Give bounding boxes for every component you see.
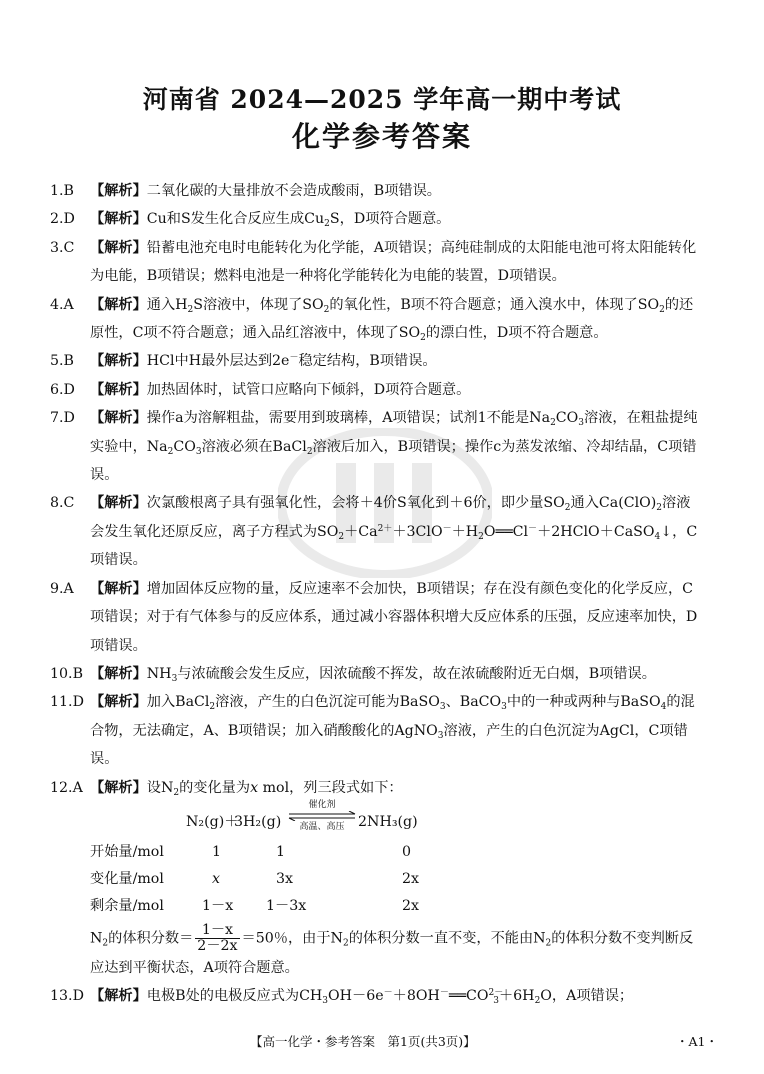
page-footer: 【高一化学・参考答案 第1页(共3页)】: [250, 1034, 476, 1049]
answer-item-1: 1.B 【解析】二氧化碳的大量排放不会造成酸雨，B项错误。: [50, 183, 441, 199]
answer-item-10: 10.B 【解析】$NH_3$与浓硫酸会发生反应，因浓硫酸不挥发，故在浓硫酸附近无白烟，B项错误。: [50, 665, 656, 684]
answer-item-3: 3.C 【解析】铅蓄电池充电时电能转化为化学能，A项错误；高纯硅制成的太阳能电池可将太阳能转化为电能，B项错误；燃料电池是一种将化学能转化为电能的装置，D项错误。: [50, 239, 697, 285]
answer-item-11: 11.D 【解析】加入BaCl$_2$溶液，产生的白色沉淀可能为BaSO$_3$、BaCO$_3$中的一种或两种与BaSO$_4$的混合物，无法确定，A、B项错误；加入硝酸酸化的AgNO$_3$溶液，产生的白色沉淀为AgCl，C项错误。: [50, 694, 695, 768]
answer-item-12: 12.A 【解析】设$N_2$的变化量为x mol，列三段式如下： N₂(g)＋ 3H₂(g) 催化剂 高温、高压 2NH₃(g) 开始量/mol 1 1 0 变化量/mol x 3x 2x 剩余量/mol 1－x 1－3x 2x $N_2$的体积分数＝ $\frac{1-x}{2-2x}$ ＝50％，由于$N_2$的体积分数一直不变，不能由$N_2$的体积分数不变判断反应达到平衡状态，A项符合题意。: [50, 774, 700, 983]
answer-item-2: 2.D 【解析】Cu和S发生化合反应生成$Cu_2S$，D项符合题意。: [50, 211, 451, 230]
fraction: $\frac{1-x}{2-2x}$: [197, 921, 238, 954]
reversible-arrow: 催化剂 高温、高压: [287, 804, 357, 834]
answer-item-13: 13.D 【解析】电极B处的电极反应式为$CH_3OH-6e^-+8OH^-══CO^{2-}_3+6H_2O$，A项错误；: [50, 988, 634, 1007]
table-row: 剩余量/mol 1－x 1－3x 2x: [90, 897, 420, 914]
answer-item-7: 7.D 【解析】操作a为溶解粗盐，需要用到玻璃棒，A项错误；试剂1不能是$Na_2CO_3$溶液，在粗盐提纯实验中，$Na_2CO_3$溶液必须在BaCl$_2$溶液后加入，B项错误；操作c为蒸发浓缩、冷却结晶，C项错误。: [50, 410, 698, 484]
reaction-equation: N₂(g)＋ 3H₂(g) 催化剂 高温、高压 2NH₃(g): [186, 799, 418, 832]
answer-item-6: 6.D 【解析】加热固体时，试管口应略向下倾斜，D项符合题意。: [50, 381, 471, 398]
three-step-table: [90, 838, 700, 919]
answer-item-9: 9.A 【解析】增加固体反应物的量，反应速率不会加快，B项错误；存在没有颜色变化的化学反应，C项错误；对于有气体参与的反应体系，通过减小容器体积增大反应体系的压强，反应速率加快，D项错误。: [50, 580, 698, 654]
volume-fraction-conclusion: $N_2$的体积分数＝ $\frac{1-x}{2-2x}$ ＝50％，由于$N_2$的体积分数一直不变，不能由$N_2$的体积分数不变判断反应达到平衡状态，A项符合题意。: [90, 921, 694, 976]
version-mark: ・A1・: [676, 1034, 718, 1049]
answer-list: [50, 177, 700, 1011]
table-row: 变化量/mol x 3x 2x: [90, 870, 420, 887]
answer-item-8: 8.C 【解析】次氯酸根离子具有强氧化性，会将＋4价S氧化到＋6价，即少量$SO_2$通入$Ca(ClO)_2$溶液会发生氧化还原反应，离子方程式为$SO_2+Ca^{2+}+3ClO^-+H_2O══Cl^-+2HClO+CaSO_4↓$，C项错误。: [50, 495, 698, 569]
reversible-arrow-icon: [287, 811, 357, 821]
page-title: 河南省 2024—2025 学年高一期中考试: [142, 85, 622, 114]
page-subtitle: 化学参考答案: [291, 120, 472, 153]
answer-item-5: 5.B 【解析】HCl中H最外层达到2e－稳定结构，B项错误。: [50, 353, 437, 370]
equals-sign: ══: [448, 988, 466, 1005]
table-row: 开始量/mol 1 1 0: [90, 843, 412, 860]
equals-sign: ══: [495, 523, 513, 540]
answer-item-4: 4.A 【解析】通入$H_2S$溶液中，体现了$SO_2$的氧化性，B项不符合题意；通入溴水中，体现了$SO_2$的还原性，C项不符合题意；通入品红溶液中，体现了$SO_2$的漂白性，D项不符合题意。: [50, 296, 694, 344]
